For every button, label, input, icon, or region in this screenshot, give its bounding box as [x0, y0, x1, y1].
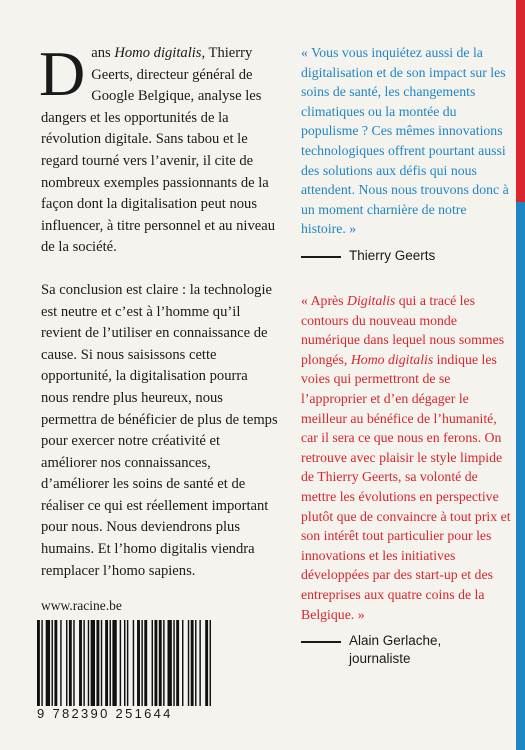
attribution-name: Alain Gerlache,: [349, 633, 442, 649]
quote-block-author: [301, 43, 511, 265]
isbn-number: 9 782390 251644: [37, 706, 173, 721]
attribution-dash: [301, 641, 341, 643]
blurb-column: [39, 38, 278, 582]
attribution-name: Thierry Geerts: [349, 247, 436, 263]
edge-stripe-red: [516, 0, 525, 202]
quote-attribution: [301, 632, 511, 668]
publisher-url: www.racine.be: [41, 598, 122, 613]
blurb-text: , Thierry Geerts, directeur général de Google Belgique, analyse les dangers et les opportunités de la révolution digitale. Sans tabou et le regard tourné vers l’avenir, il cite de nombreux exemples passionnants de la façon dont la digitalisation peut nous influencer, à titre personnel et au niveau de la société.: [41, 45, 276, 256]
quote-block-review: [301, 291, 511, 668]
author-quote: « Vous vous inquiétez aussi de la digitalisation et de son impact sur les soins de santé, les changements climatiques ou la montée du populisme ? Ces mêmes innovations technologiques offrent pourtant aussi des solutions aux défis qui nous attendent. Nous nous trouvons donc à un moment charnière de notre histoire. »: [301, 45, 509, 237]
quote-title-italic: Digitalis: [347, 293, 396, 308]
review-quote: [301, 291, 511, 624]
quote-text: indique les voies qui permettront de se l’approprier et d’en dégager le meilleur au bénéfice de l’humanité, car il sera ce que nous en ferons. On retrouve avec plaisir le style limpide de Thierry Geerts, sa volonté de mettre les évolutions en perspective plutôt que de convaincre à tout prix et son intérêt tout particulier pour les innovations et les initiatives développées par des start-up et des entreprises aux quatre coins de la Belgique. »: [301, 351, 511, 622]
barcode: [37, 620, 263, 706]
drop-cap: D: [39, 38, 86, 109]
edge-stripe-blue: [516, 202, 525, 750]
blurb-paragraph-1: [39, 38, 278, 259]
attribution-role: journaliste: [349, 651, 411, 667]
attribution-dash: [301, 256, 341, 258]
blurb-text: ans: [91, 45, 115, 61]
quote-attribution: [301, 247, 511, 265]
quote-title-italic: Homo digitalis: [350, 351, 434, 367]
quote-text: « Après: [301, 293, 347, 308]
blurb-paragraph-2: Sa conclusion est claire : la technologie est neutre et c’est à l’homme qu’il revient de l’utiliser en connaissance de cause. Si nous saisissons cette opportunité, la digitalisation pourra nous rendre plus heureux, nous permettra de bénéficier de plus de temps pour exercer notre créativité et améliorer nos connaissances, d’améliorer les soins de santé et de réaliser ce qui est réellement important pour nous. Nous deviendrons plus humains. Et l’homo digitalis viendra remplacer l’homo sapiens.: [41, 281, 278, 579]
quote-text: qui a tracé les contours du nouveau monde numérique dans lequel nous sommes plongés,: [301, 293, 505, 367]
book-title: Homo digitalis: [114, 45, 202, 61]
